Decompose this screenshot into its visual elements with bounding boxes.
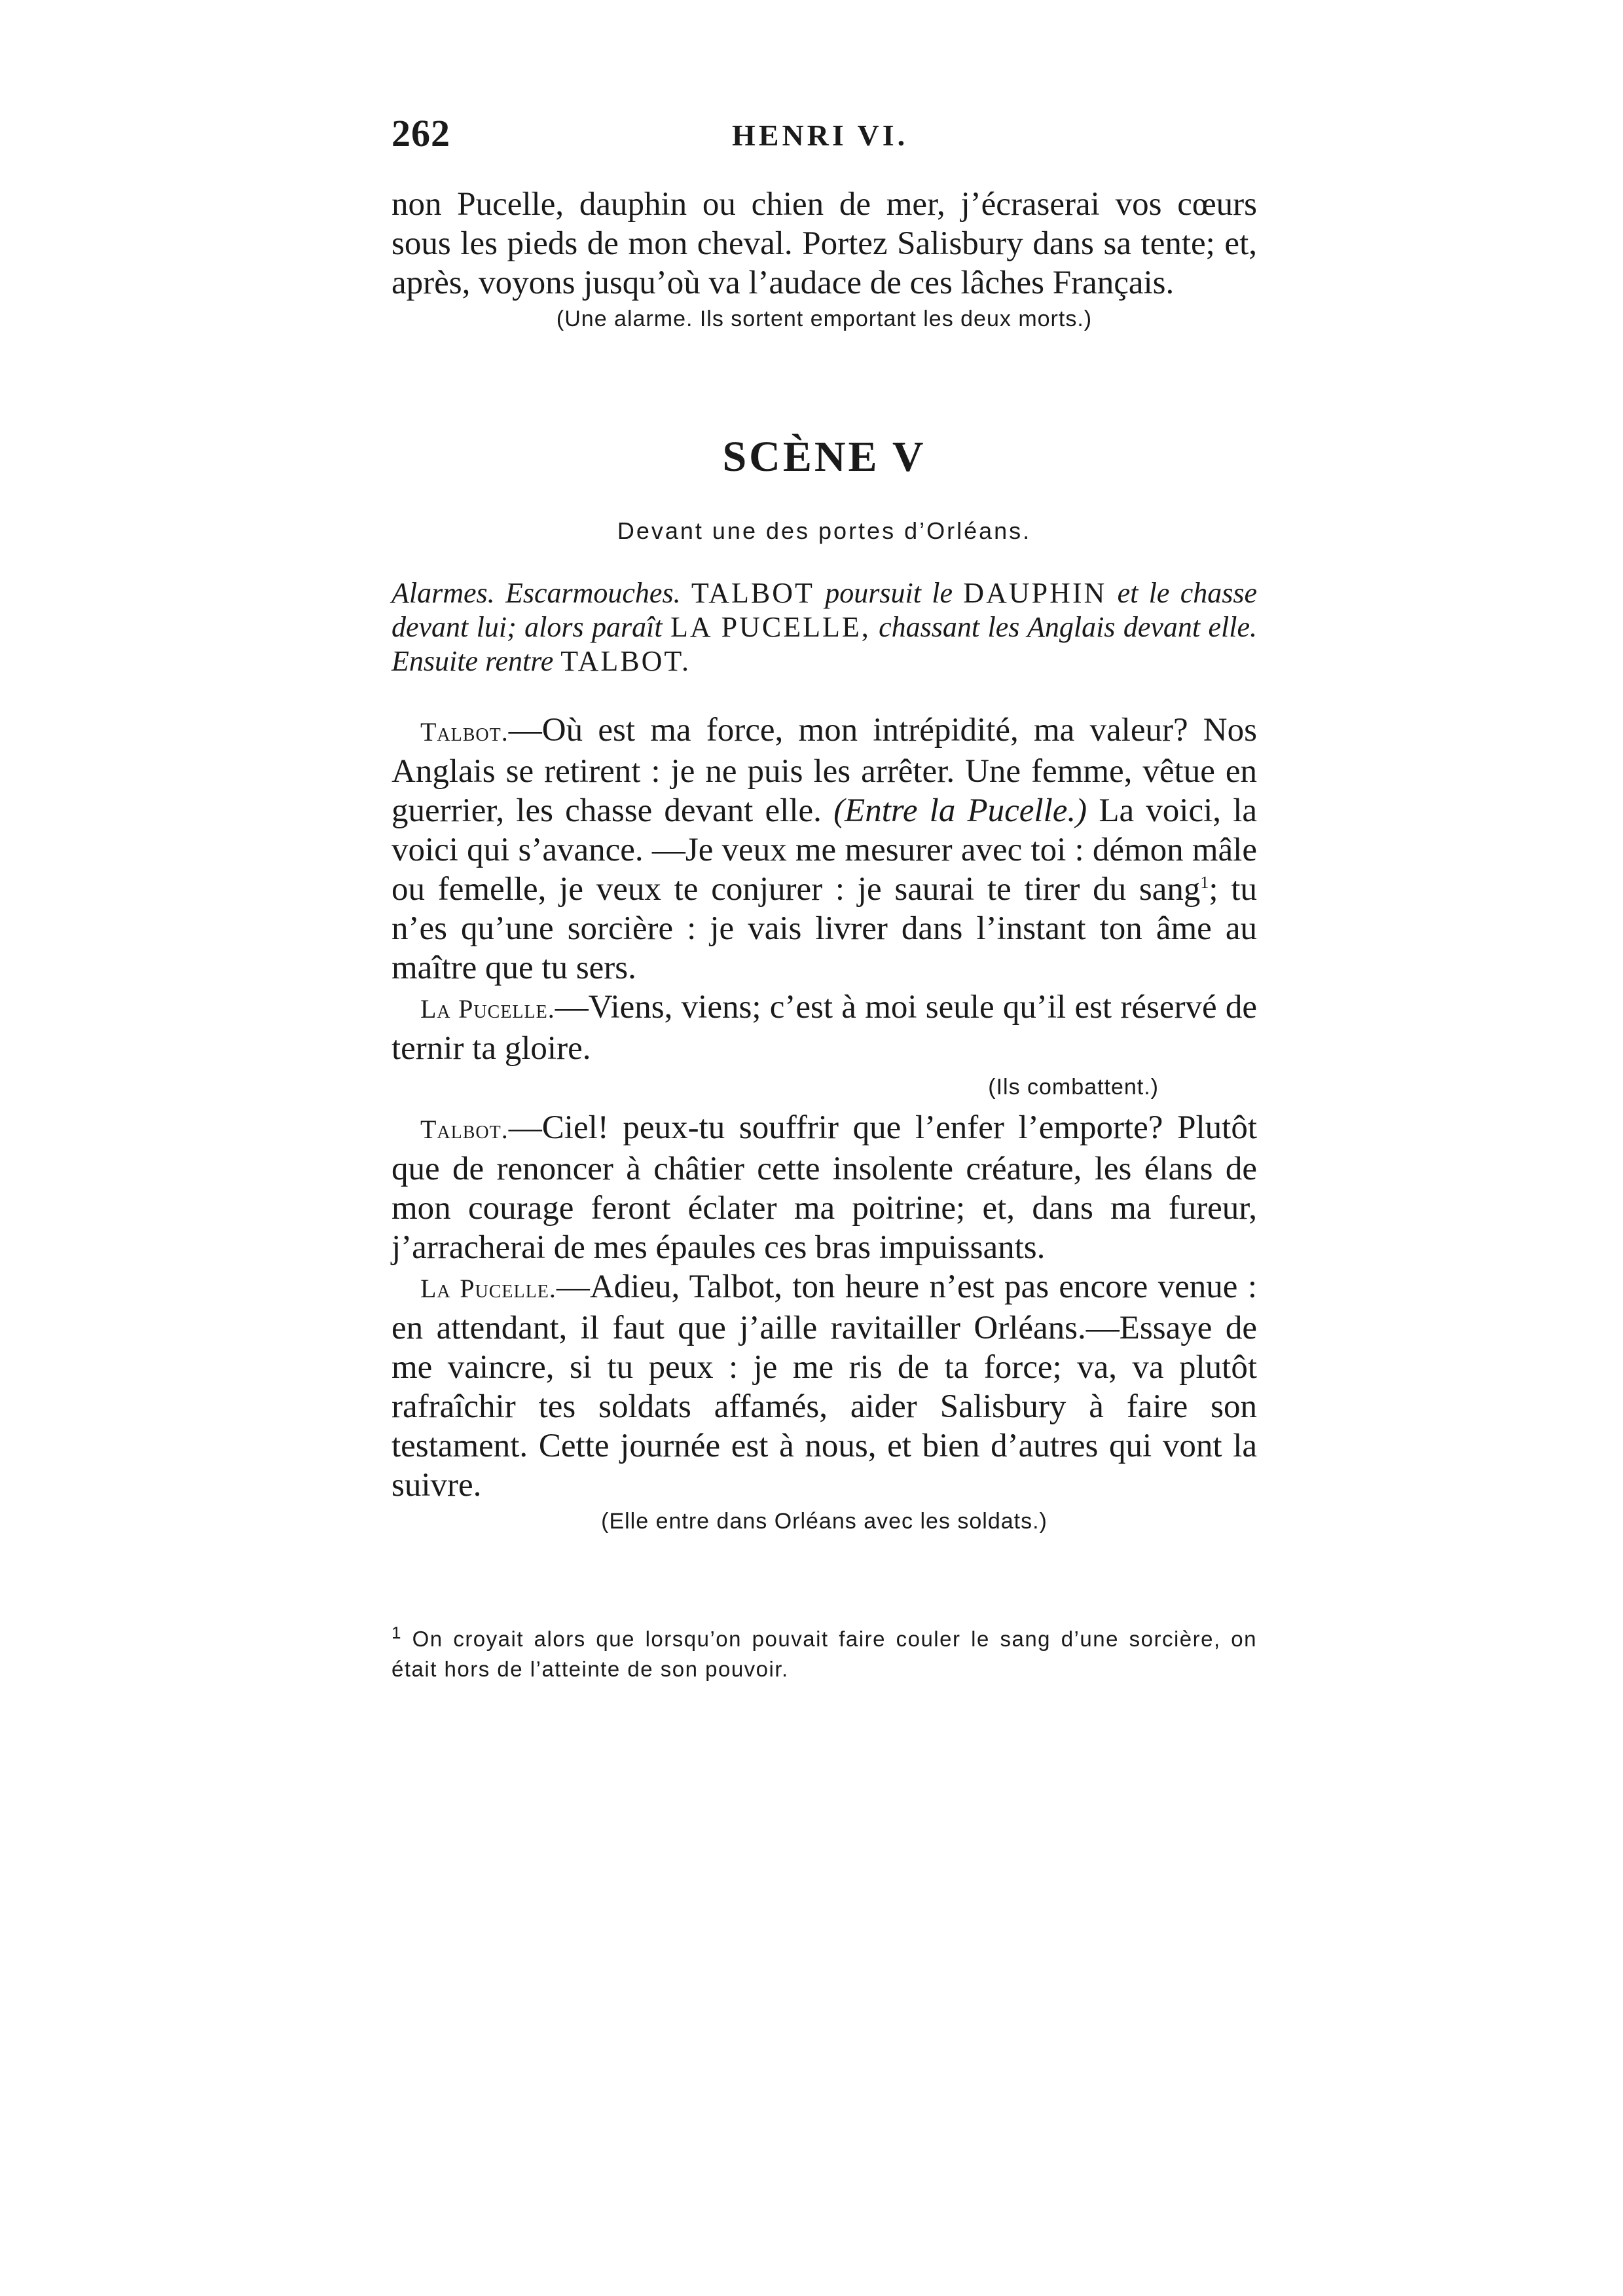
speech-talbot-2 [392,1108,1257,1267]
page-number: 262 [392,112,450,155]
footnote-text: On croyait alors que lorsqu’on pouvait faire couler le sang d’une sorcière, on était hors de l’atteinte de son pouvoir. [392,1627,1257,1681]
speaker-name: La Pucelle. [420,994,555,1024]
direction-part: poursuit le [825,577,953,609]
direction-part: Alarmes. Escarmouches. [392,577,681,609]
character-name: TALBOT. [560,645,691,677]
inline-stage-direction: (Entre la Pucelle.) [833,792,1087,829]
page-header [392,111,1256,170]
scene-setting: Devant une des portes d’Orléans. [617,517,1032,544]
character-name: LA PUCELLE, [670,611,871,643]
stage-direction-enter-orleans: (Elle entre dans Orléans avec les soldats.) [601,1509,1048,1534]
stage-direction-exit: (Une alarme. Ils sortent emportant les deux morts.) [556,306,1093,331]
speaker-name: Talbot. [420,717,509,747]
scene-stage-direction [392,576,1257,678]
running-title: HENRI VI. [732,119,909,152]
character-name: DAUPHIN [963,577,1107,609]
speech-pucelle-2 [392,1267,1257,1505]
opening-block [392,185,1257,332]
speech-text: —Adieu, Talbot, ton heure n’est pas encore venue : en attendant, il faut que j’aille ravitailler Orléans.—Essaye de me vaincre, si tu peux : je me ris de ta force; va, va plutôt rafraîchir tes soldats affamés, aider Salisbury à faire son testament. Cette journée est à nous, et bien d’autres qui vont la suivre. [392,1268,1257,1504]
speech-text: —Ciel! peux-tu souffrir que l’enfer l’emporte? Plutôt que de renoncer à châtier cette insolente créature, les élans de mon courage feront éclater ma poitrine; et, dans ma fureur, j’arracherai de mes épaules ces bras impuissants. [392,1109,1257,1266]
footnote-mark: 1 [392,1623,402,1642]
speech-text: —Où est ma force, mon intrépidité, ma valeur? Nos Anglais se retirent : je ne puis les arrêter. Une femme, vêtue en guerrier, les chasse devant elle. [392,712,1257,829]
speech-text: —Viens, viens; c’est à moi seule qu’il est réservé de ternir ta gloire. [392,989,1257,1067]
scene-heading: SCÈNE V [722,433,926,481]
speech-text: La voici, la voici qui s’avance. —Je veux me mesurer avec toi : démon mâle ou femelle, je veux te conjurer : je saurai te tirer du sang [392,792,1258,908]
opening-paragraph: non Pucelle, dauphin ou chien de mer, j’écraserai vos cœurs sous les pieds de mon cheval. Portez Salisbury dans sa tente; et, après, voyons jusqu’où va l’audace de ces lâches Français. [392,186,1257,301]
speaker-name: Talbot. [420,1115,509,1144]
character-name: TALBOT [691,577,814,609]
footnote-reference: 1 [1200,873,1209,892]
dialogue-block [392,711,1257,1534]
stage-direction-combat: (Ils combattent.) [988,1075,1159,1100]
speech-text: ; tu n’es qu’une sorcière : je vais livrer dans l’instant ton âme au maître que tu sers. [392,871,1257,986]
footnote [392,1624,1257,1684]
direction-part: et le chasse devant lui; alors paraît [392,577,1258,643]
direction-part: chassant les Anglais devant elle. Ensuite rentre [392,611,1257,677]
speech-pucelle-1 [392,988,1257,1068]
speaker-name: La Pucelle. [420,1274,556,1303]
speech-talbot-1 [392,711,1257,988]
